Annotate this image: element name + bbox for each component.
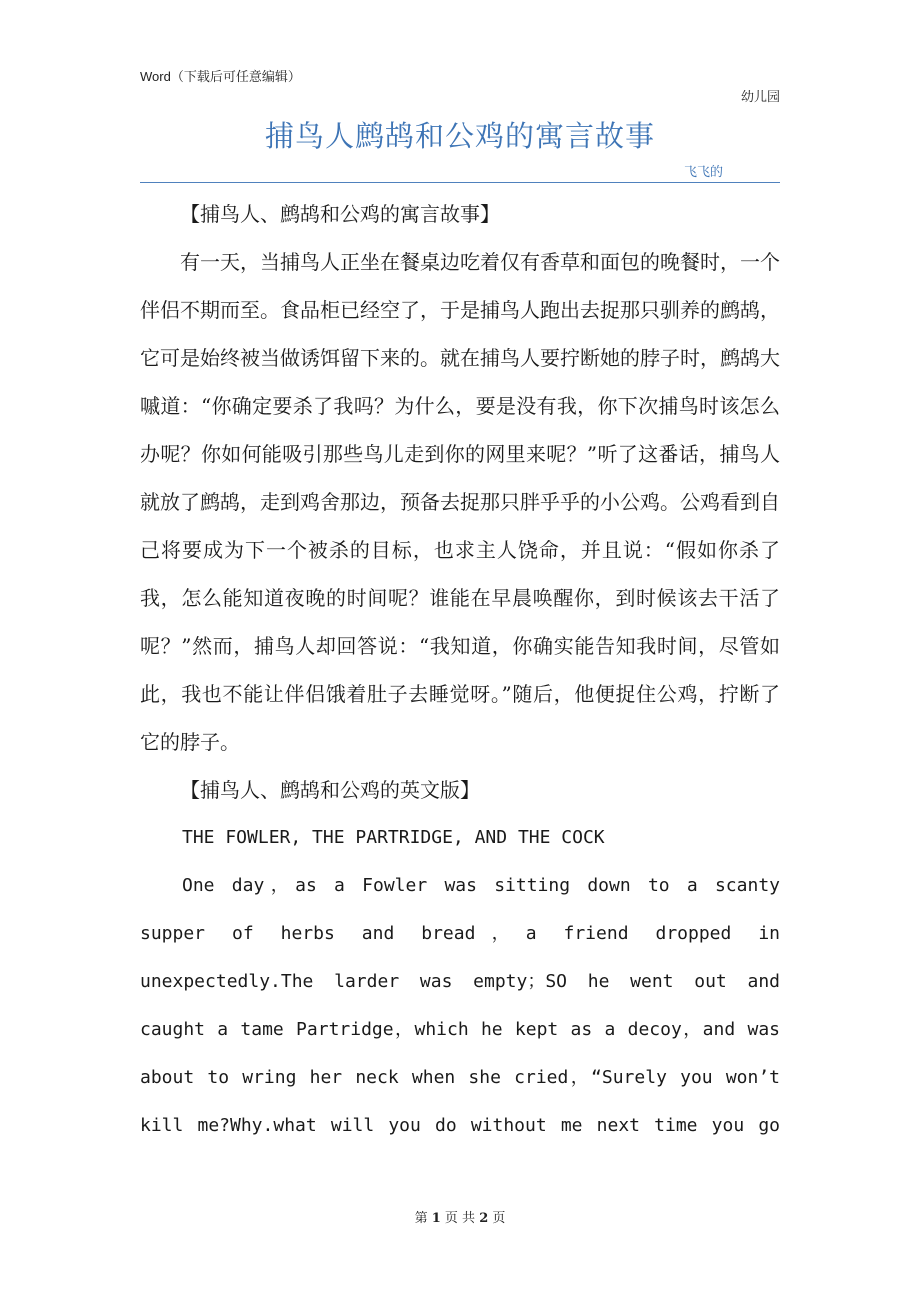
en-section-heading: 【捕鸟人、鹧鸪和公鸡的英文版】: [180, 778, 480, 802]
en-story-paragraph: One day，as a Fowler was sitting down to a scanty supper of herbs and bread，a friend dropped in unexpectedly.The larder was empty；SO he went out and caught a tame Partridge，which he kept as a decoy，and was about to wring her neck when she cried，“Surely you won’t kill me?Why.what will you do without me next time you go: [140, 875, 780, 1136]
header-category: 幼儿园: [740, 90, 780, 105]
en-story-title: THE FOWLER, THE PARTRIDGE, AND THE COCK: [182, 827, 605, 848]
cn-story-paragraph: 有一天，当捕鸟人正坐在餐桌边吃着仅有香草和面包的晚餐时，一个伴侣不期而至。食品柜已经空了，于是捕鸟人跑出去捉那只驯养的鹧鸪，它可是始终被当做诱饵留下来的。就在捕鸟人要拧断她的脖子时，鹧鸪大嘁道：“你确定要杀了我吗？为什么，要是没有我，你下次捕鸟时该怎么办呢？你如何能吸引那些鸟儿走到你的网里来呢？”听了这番话，捕鸟人就放了鹧鸪，走到鸡舍那边，预备去捉那只胖乎乎的小公鸡。公鸡看到自己将要成为下一个被杀的目标，也求主人饶命，并且说：“假如你杀了我，怎么能知道夜晚的时间呢？谁能在早晨唤醒你，到时候该去干活了呢？”然而，捕鸟人却回答说：“我知道，你确实能告知我时间，尽管如此，我也不能让伴侣饿着肚子去睡觉呀。”随后，他便捉住公鸡，拧断了它的脖子。: [140, 250, 780, 754]
header-note: Word（下载后可任意编辑）: [140, 69, 301, 84]
document-body: [140, 190, 780, 1150]
document-title: 捕鸟人鹧鸪和公鸡的寓言故事: [264, 119, 655, 153]
footer-prefix: 第: [414, 1211, 428, 1226]
footer-middle: 页 共: [444, 1211, 476, 1226]
author-name: 飞飞的: [684, 165, 724, 180]
cn-section-heading: 【捕鸟人、鹧鸪和公鸡的寓言故事】: [180, 202, 500, 226]
title-divider: [140, 182, 780, 183]
page-footer: [0, 1207, 920, 1226]
total-pages-number: 2: [479, 1211, 489, 1226]
current-page-number: 1: [431, 1211, 441, 1226]
footer-suffix: 页: [492, 1211, 506, 1226]
